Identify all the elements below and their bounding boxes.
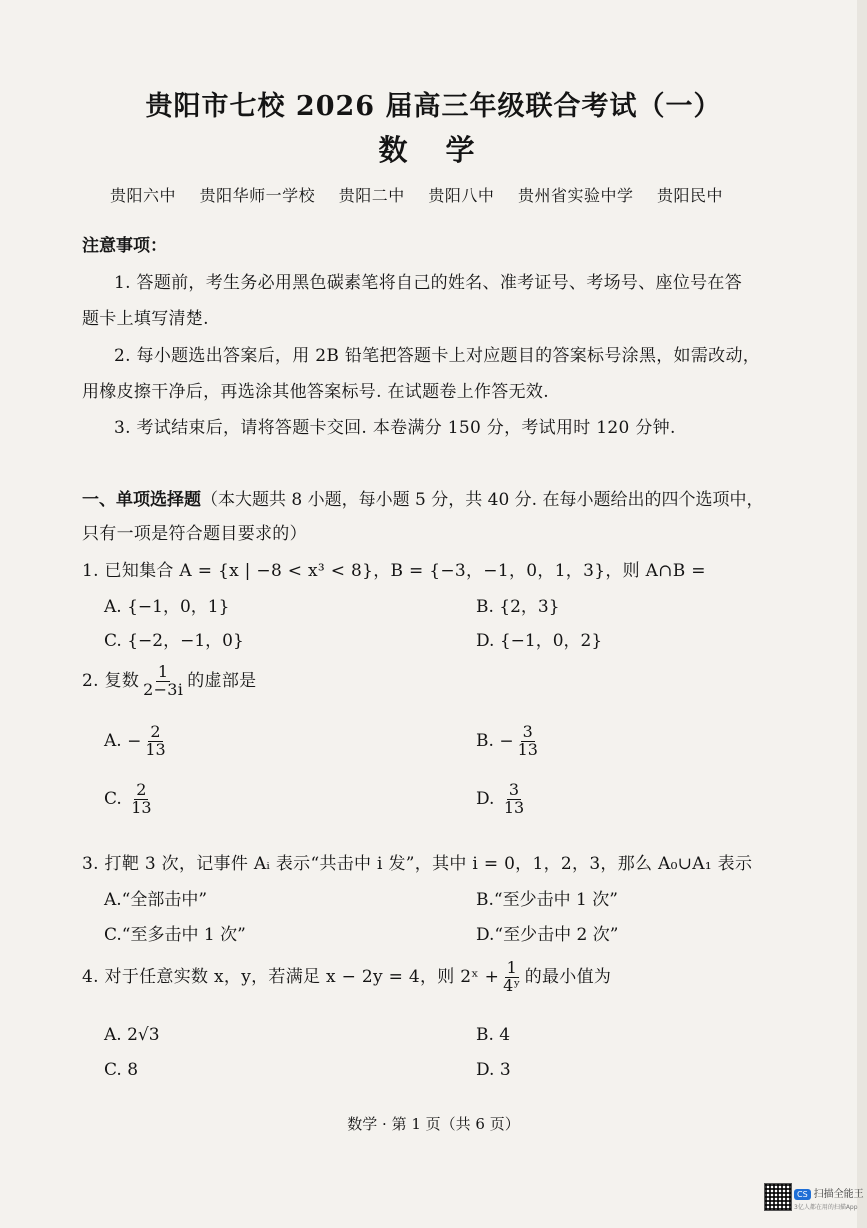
school-name: 贵阳六中 <box>110 186 177 205</box>
minus-sign: − <box>499 731 514 752</box>
question-4-stem-suffix: 的最小值为 <box>524 966 612 987</box>
qr-code-icon <box>764 1183 792 1211</box>
subject-title: 数 学 <box>378 133 489 167</box>
fraction-numerator: 2 <box>136 780 147 799</box>
question-2-option-b <box>476 724 542 759</box>
question-2-option-d <box>476 782 528 817</box>
option-fraction <box>516 724 540 759</box>
question-3-option-b: B.“至少击中 1 次” <box>476 890 618 910</box>
option-fraction <box>129 782 153 817</box>
option-fraction <box>502 782 526 817</box>
question-1-option-b: B. {2，3} <box>476 597 560 617</box>
question-4-option-b: B. 4 <box>476 1025 511 1045</box>
question-3-option-c: C.“至多击中 1 次” <box>104 925 246 945</box>
fraction-denominator: 2−3i <box>143 679 184 699</box>
notes-heading: 注意事项： <box>82 236 167 256</box>
question-4-fraction <box>501 960 523 995</box>
note-1-line-2: 题卡上填写清楚. <box>82 309 209 329</box>
question-4-stem-prefix: 4. 对于任意实数 x，y，若满足 x − 2y = 4，则 2ˣ + <box>82 966 500 987</box>
fraction-numerator: 2 <box>150 722 161 741</box>
fraction-numerator: 3 <box>508 780 520 799</box>
school-name: 贵州省实验中学 <box>517 186 634 205</box>
school-name: 贵阳民中 <box>657 186 724 205</box>
fraction-denominator: 13 <box>131 797 152 817</box>
school-name: 贵阳华师一学校 <box>199 186 316 205</box>
option-label: C. <box>104 788 122 809</box>
scanner-name: 扫描全能王 <box>813 1189 864 1200</box>
fraction-denominator: 13 <box>517 739 538 759</box>
question-2-fraction <box>141 664 185 699</box>
option-fraction <box>143 724 167 759</box>
question-1-option-c: C. {−2，−1，0} <box>104 631 244 651</box>
question-3-stem: 3. 打靶 3 次，记事件 Aᵢ 表示“共击中 i 发”，其中 i = 0，1，2，3，那么 A₀∪A₁ 表示 <box>82 854 753 874</box>
scanner-watermark <box>794 1185 864 1211</box>
page-edge-shadow <box>857 0 867 1228</box>
note-2-line-2: 用橡皮擦干净后，再选涂其他答案标号. 在试题卷上作答无效. <box>82 382 549 402</box>
section-1-title <box>82 485 764 510</box>
scanner-tagline: 3亿人都在用的扫描App <box>794 1204 858 1211</box>
fraction-denominator: 13 <box>145 739 166 759</box>
question-3-option-d: D.“至少击中 2 次” <box>476 925 619 945</box>
option-label: B. <box>476 730 494 751</box>
page-footer: 数学 · 第 1 页（共 6 页） <box>347 1115 520 1133</box>
scanner-logo-icon: CS <box>794 1189 811 1200</box>
question-2-option-a <box>104 724 170 759</box>
question-1-stem: 1. 已知集合 A = {x | −8 < x³ < 8}，B = {−3，−1，0，1，3}，则 A∩B = <box>82 561 706 581</box>
section-1-desc-line-2: 只有一项是符合题目要求的） <box>82 524 307 544</box>
question-4-stem <box>82 960 611 995</box>
question-2-stem-prefix: 2. 复数 <box>82 670 140 691</box>
option-label: A. <box>104 730 122 751</box>
fraction-numerator: 1 <box>506 958 518 977</box>
fraction-denominator: 13 <box>503 797 525 817</box>
option-label: D. <box>476 788 495 809</box>
minus-sign: − <box>127 731 142 752</box>
question-4-option-d: D. 3 <box>476 1060 511 1080</box>
question-4-option-c: C. 8 <box>104 1060 139 1080</box>
question-2-stem <box>82 664 256 699</box>
note-3: 3. 考试结束后，请将答题卡交回. 本卷满分 150 分，考试用时 120 分钟. <box>114 418 676 438</box>
fraction-denominator: 4ʸ <box>503 975 521 995</box>
school-list <box>110 183 741 206</box>
question-2-stem-suffix: 的虚部是 <box>187 670 257 691</box>
question-3-option-a: A.“全部击中” <box>104 890 208 910</box>
exam-title: 贵阳市七校 2026 届高三年级联合考试（一） <box>145 91 722 122</box>
question-2-option-c <box>104 782 156 817</box>
fraction-numerator: 3 <box>522 722 533 741</box>
fraction-numerator: 1 <box>157 662 169 681</box>
school-name: 贵阳八中 <box>428 186 495 205</box>
note-1-line-1: 1. 答题前，考生务必用黑色碳素笔将自己的姓名、准考证号、考场号、座位号在答 <box>114 273 743 293</box>
section-1-desc: （本大题共 8 小题，每小题 5 分，共 40 分. 在每小题给出的四个选项中， <box>201 490 764 510</box>
school-name: 贵阳二中 <box>338 186 405 205</box>
section-1-label: 一、单项选择题 <box>82 490 201 510</box>
note-2-line-1: 2. 每小题选出答案后，用 2B 铅笔把答题卡上对应题目的答案标号涂黑，如需改动， <box>114 346 761 366</box>
question-1-option-d: D. {−1，0，2} <box>476 631 603 651</box>
question-1-option-a: A. {−1，0，1} <box>104 597 230 617</box>
question-4-option-a: A. 2√3 <box>104 1025 160 1045</box>
